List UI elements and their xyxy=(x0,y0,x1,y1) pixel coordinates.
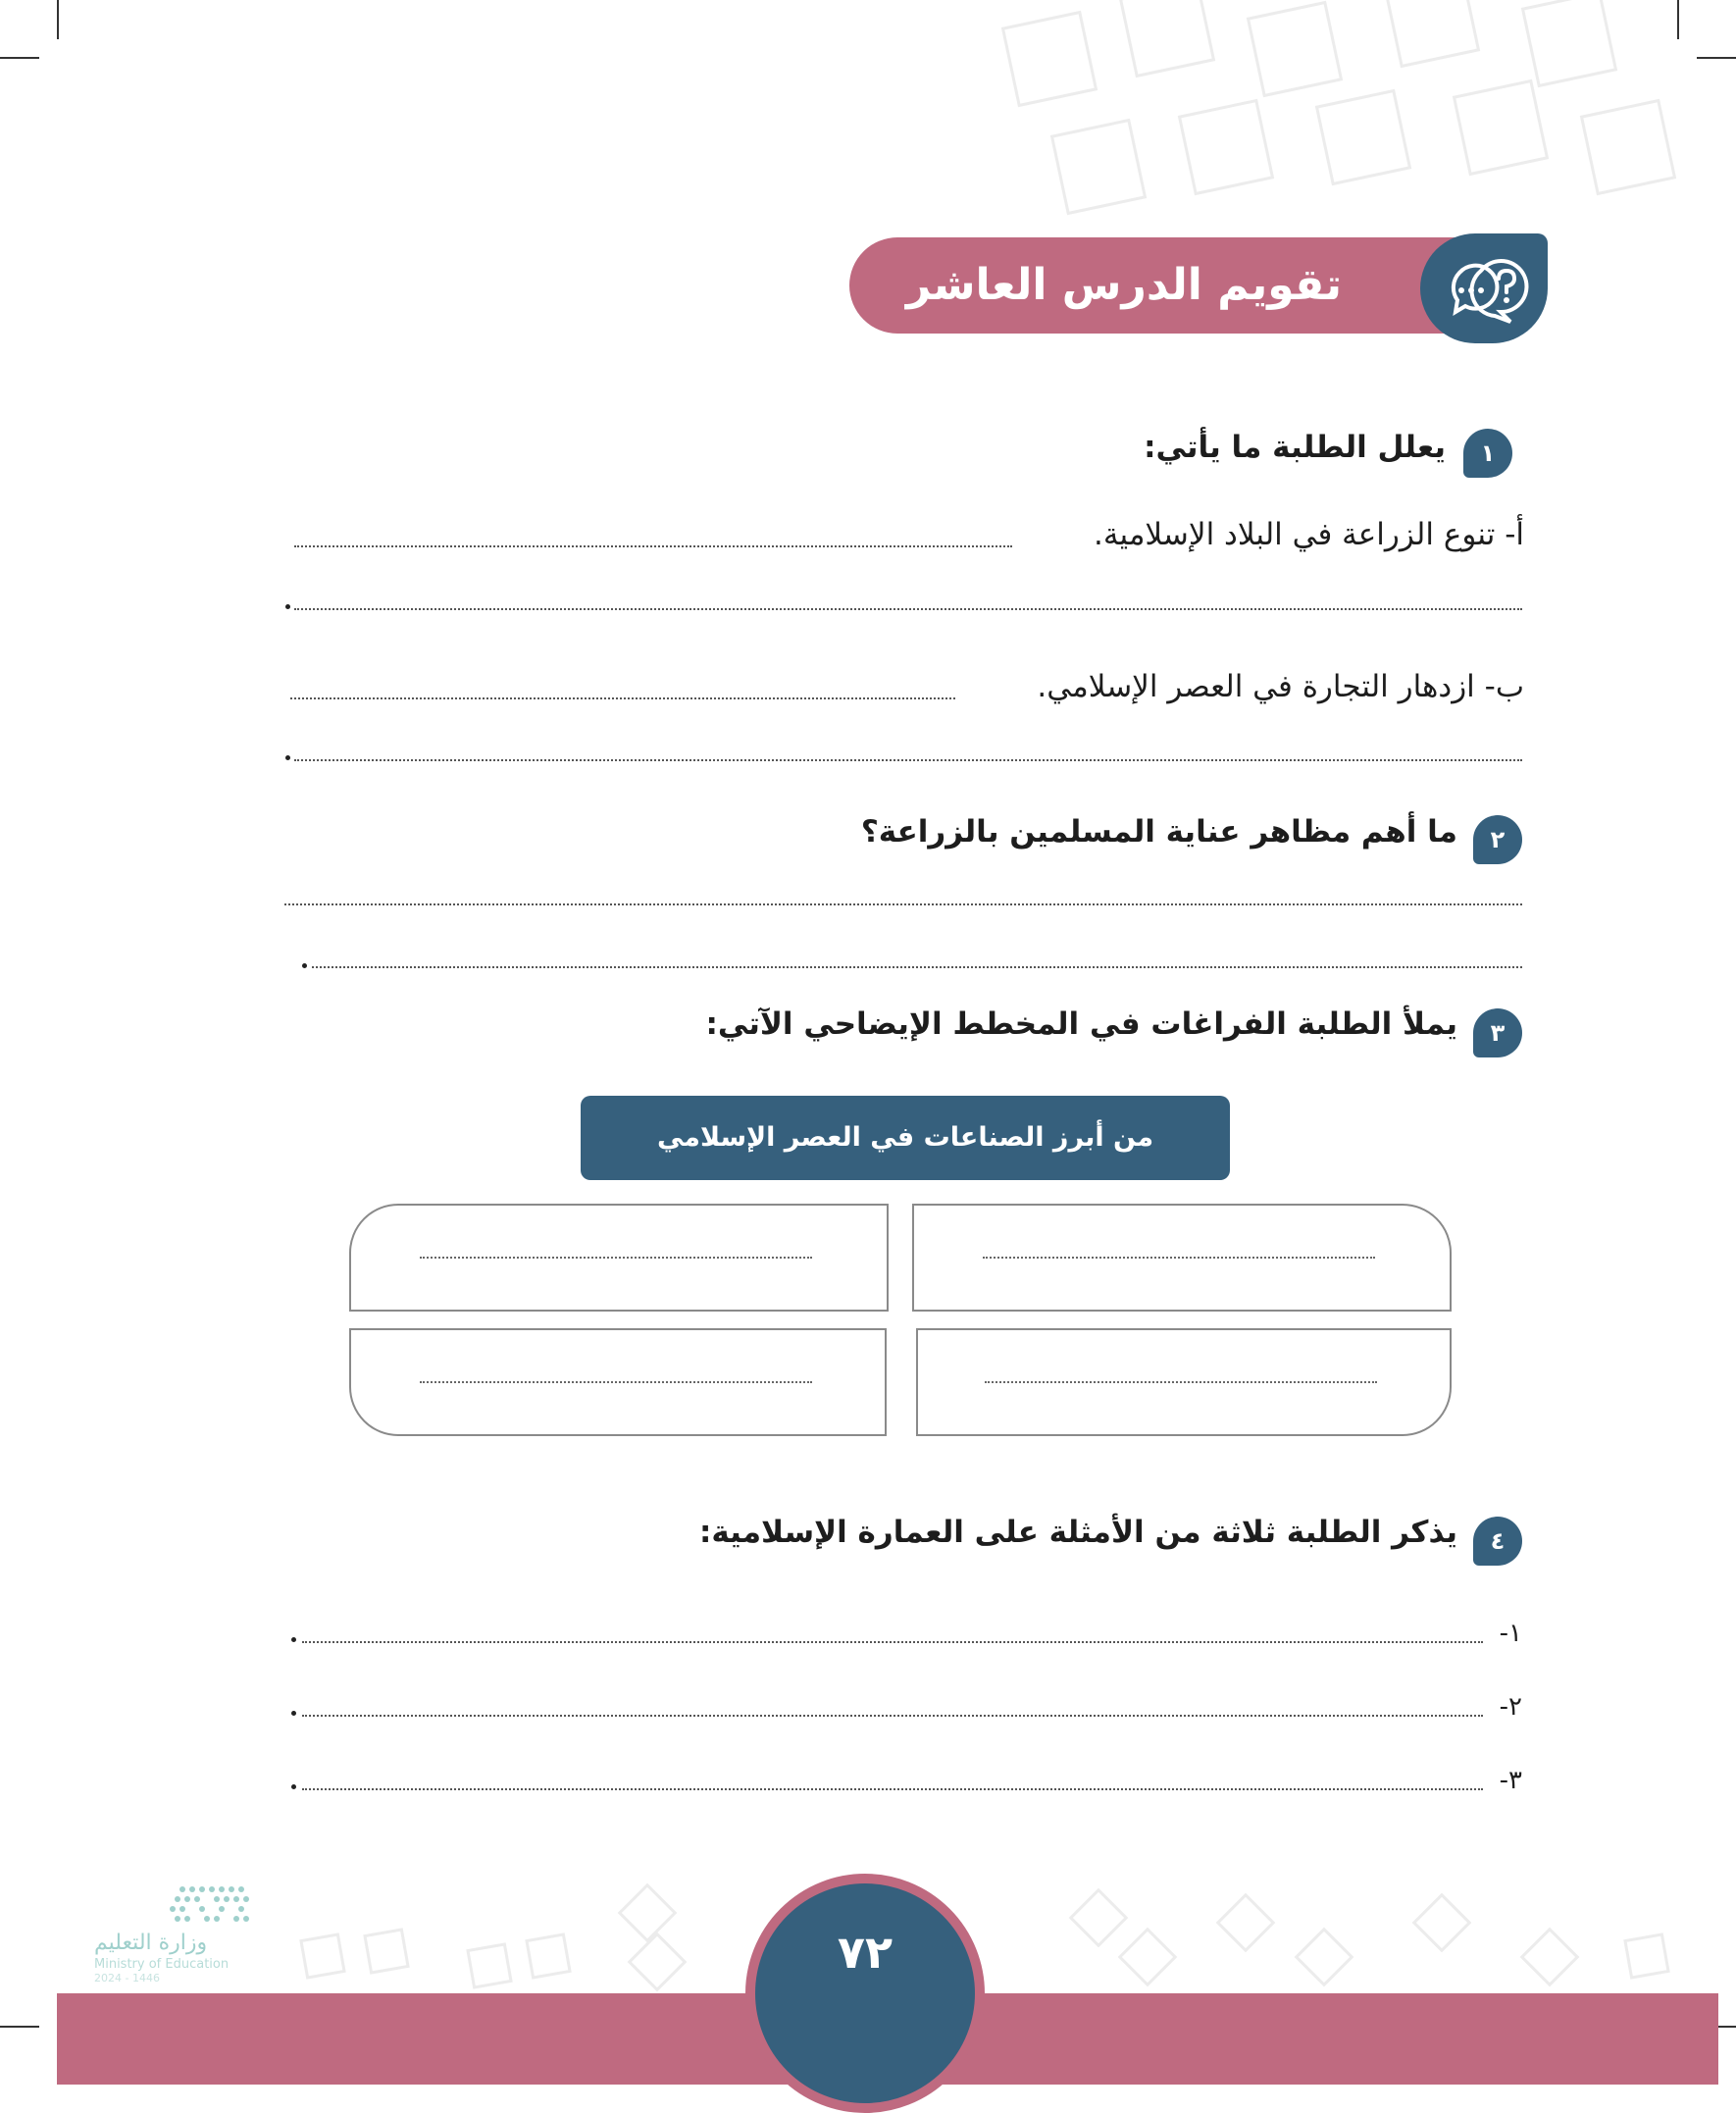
page-number-circle xyxy=(745,1874,985,2113)
ministry-logo xyxy=(94,1883,251,1984)
line-end-dot xyxy=(291,1784,296,1789)
line-end-dot xyxy=(291,1637,296,1642)
answer-line[interactable] xyxy=(312,966,1522,968)
ministry-name-en: Ministry of Education xyxy=(94,1957,230,1972)
answer-line[interactable] xyxy=(420,1381,812,1383)
question-item: أ- تنوع الزراعة في البلاد الإسلامية. xyxy=(1094,517,1524,552)
question-number-badge: ٤ xyxy=(1473,1517,1522,1566)
line-end-dot xyxy=(291,1711,296,1716)
diagram-blank-box[interactable] xyxy=(349,1328,887,1436)
ministry-name-ar: وزارة التعليم xyxy=(94,1931,208,1955)
list-number: ١- xyxy=(1499,1619,1522,1648)
answer-line[interactable] xyxy=(294,759,1522,761)
answer-line[interactable] xyxy=(420,1257,812,1259)
diagram-blank-box[interactable] xyxy=(912,1204,1452,1312)
answer-line[interactable] xyxy=(302,1715,1483,1717)
diagram-blank-box[interactable] xyxy=(349,1204,889,1312)
answer-line[interactable] xyxy=(302,1788,1483,1790)
question-number-badge: ٣ xyxy=(1473,1008,1522,1057)
question-chat-icon xyxy=(1420,233,1548,343)
line-end-dot xyxy=(302,963,307,968)
edition-year: 2024 - 1446 xyxy=(94,1972,160,1984)
page-title: تقويم الدرس العاشر xyxy=(905,260,1342,310)
list-number: ٢- xyxy=(1499,1692,1522,1722)
answer-line[interactable] xyxy=(294,608,1522,610)
answer-line[interactable] xyxy=(983,1257,1375,1259)
ministry-logo-icon xyxy=(94,1883,251,1927)
answer-line[interactable] xyxy=(290,697,955,699)
question-item: ب- ازدهار التجارة في العصر الإسلامي. xyxy=(1037,669,1524,704)
diagram-heading: من أبرز الصناعات في العصر الإسلامي xyxy=(581,1096,1230,1180)
line-end-dot xyxy=(285,755,290,760)
question-text: يعلل الطلبة ما يأتي: xyxy=(1144,430,1446,465)
diagram-blank-box[interactable] xyxy=(916,1328,1452,1436)
question-text: يملأ الطلبة الفراغات في المخطط الإيضاحي الآتي: xyxy=(705,1006,1457,1042)
line-end-dot xyxy=(285,604,290,609)
answer-line[interactable] xyxy=(294,545,1012,547)
answer-line[interactable] xyxy=(284,903,1522,905)
answer-line[interactable] xyxy=(985,1381,1377,1383)
question-text: ما أهم مظاهر عناية المسلمين بالزراعة؟ xyxy=(860,814,1457,850)
page-number: ٧٢ xyxy=(837,1926,894,1979)
question-number-badge: ١ xyxy=(1463,429,1512,478)
answer-line[interactable] xyxy=(302,1641,1483,1643)
question-text: يذكر الطلبة ثلاثة من الأمثلة على العمارة الإسلامية: xyxy=(698,1515,1457,1550)
list-number: ٣- xyxy=(1499,1766,1522,1795)
question-number-badge: ٢ xyxy=(1473,815,1522,864)
